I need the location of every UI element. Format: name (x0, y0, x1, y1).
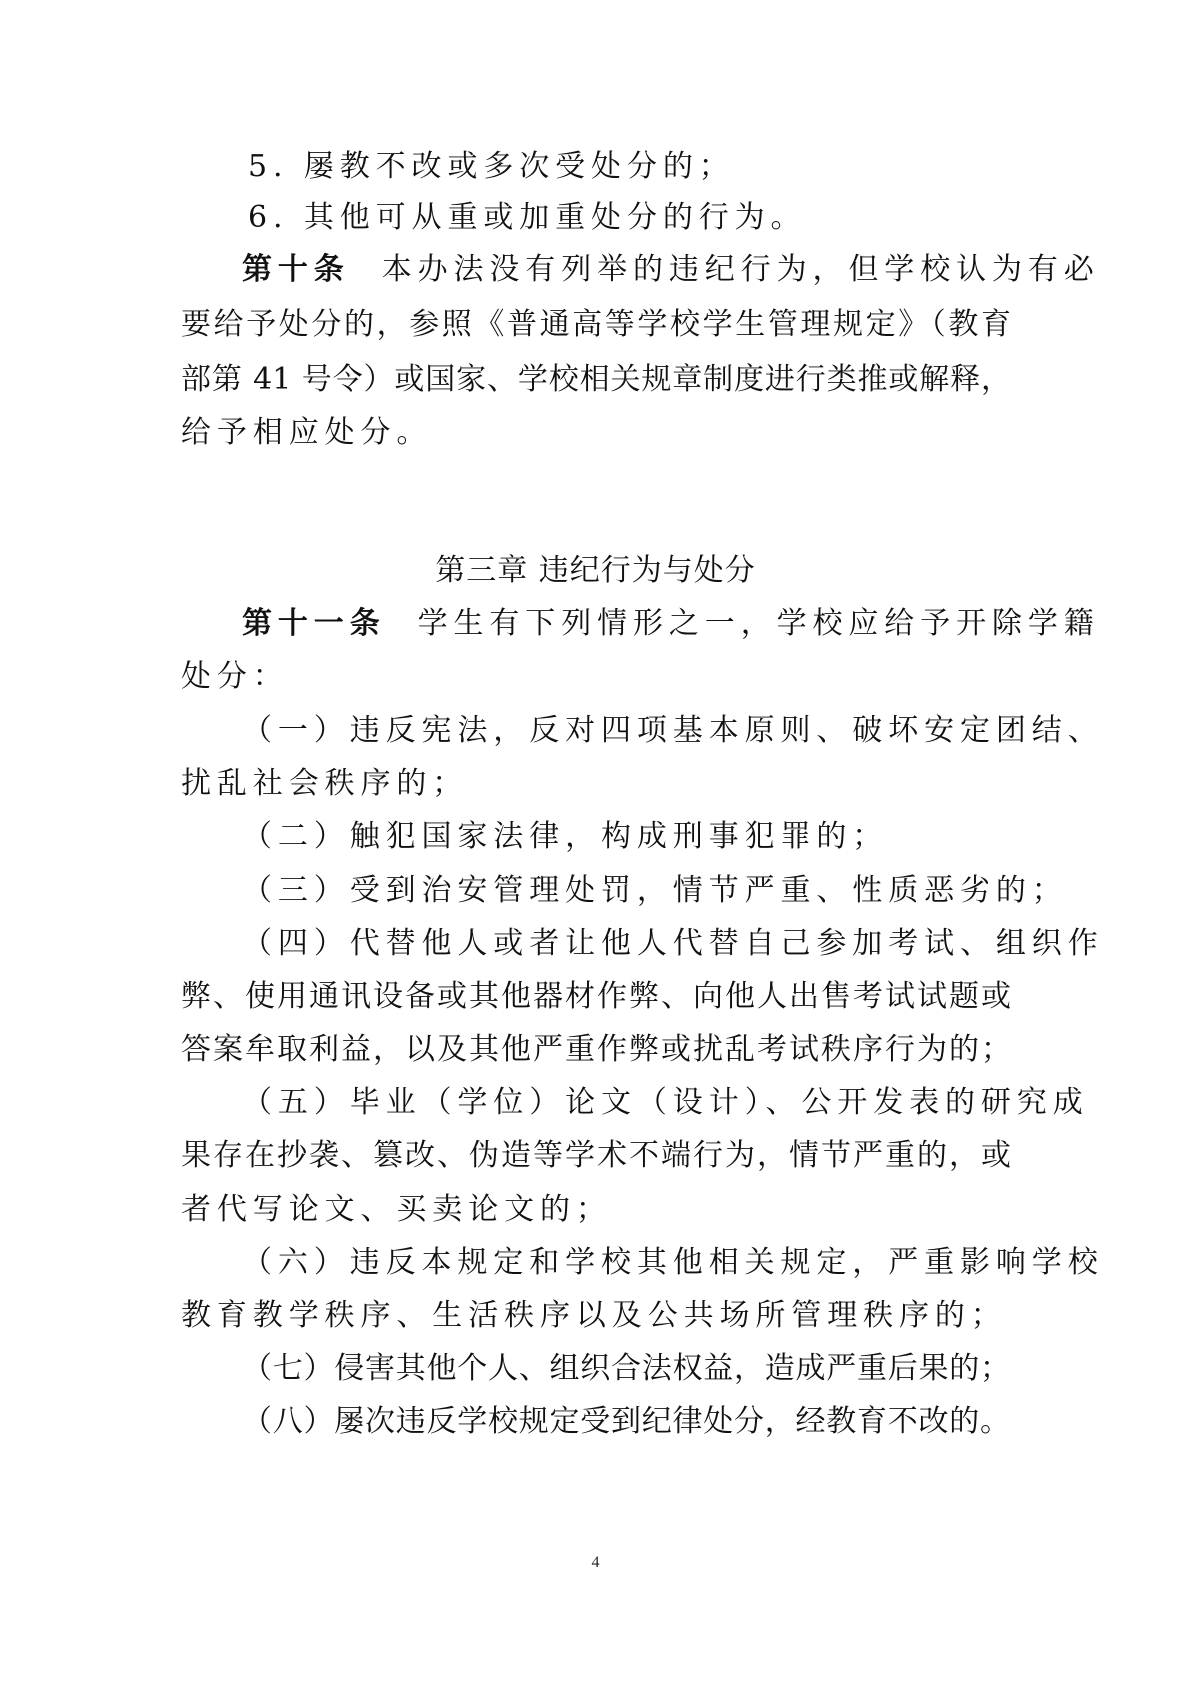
clause-line: （五）毕业（学位）论文（设计）、公开发表的研究成 (242, 1085, 1089, 1120)
clause-line: （六）违反本规定和学校其他相关规定，严重影响学校 (242, 1245, 1104, 1280)
list-item: 6. 其他可从重或加重处分的行为。 (248, 200, 807, 235)
article-text: 本办法没有列举的违纪行为，但学校认为有必 (381, 252, 1100, 287)
article-label: 第十条 (242, 252, 350, 287)
clause-line: 扰乱社会秩序的； (181, 766, 469, 801)
article-text-line: 部第 41 号令）或国家、学校相关规章制度进行类推或解释， (181, 362, 1011, 397)
clause-line: 者代写论文、买卖论文的； (181, 1192, 612, 1227)
list-item: 5. 屡教不改或多次受处分的； (248, 149, 735, 184)
clause-line: （七）侵害其他个人、组织合法权益，造成严重后果的； (242, 1351, 1010, 1386)
article-text-line: 给予相应处分。 (181, 415, 433, 450)
clause-line: 果存在抄袭、篡改、伪造等学术不端行为，情节严重的，或 (181, 1138, 1011, 1173)
clause-line: （三）受到治安管理处罚，情节严重、性质恶劣的； (242, 873, 1068, 908)
clause-line: 教育教学秩序、生活秩序以及公共场所管理秩序的； (181, 1298, 1007, 1333)
article-label: 第十一条 (242, 606, 386, 641)
clause-line: 答案牟取利益，以及其他严重作弊或扰乱考试秩序行为的； (181, 1032, 1011, 1067)
article-10-first-line (242, 252, 1100, 287)
article-text-line: 要给予处分的，参照《普通高等学校学生管理规定》（教育 (181, 307, 1011, 342)
clause-line: （八）屡次违反学校规定受到纪律处分，经教育不改的。 (242, 1404, 1010, 1439)
clause-line: 弊、使用通讯设备或其他器材作弊、向他人出售考试试题或 (181, 979, 1011, 1014)
article-11-first-line (242, 606, 1100, 641)
article-text: 学生有下列情形之一，学校应给予开除学籍 (417, 606, 1100, 641)
article-text-line: 处分： (181, 659, 289, 694)
page-number: 4 (591, 1554, 600, 1571)
clause-line: （四）代替他人或者让他人代替自己参加考试、组织作 (242, 926, 1104, 961)
clause-line: （一）违反宪法，反对四项基本原则、破坏安定团结、 (242, 713, 1104, 748)
chapter-heading: 第三章 违纪行为与处分 (435, 553, 756, 588)
clause-line: （二）触犯国家法律，构成刑事犯罪的； (242, 819, 889, 854)
